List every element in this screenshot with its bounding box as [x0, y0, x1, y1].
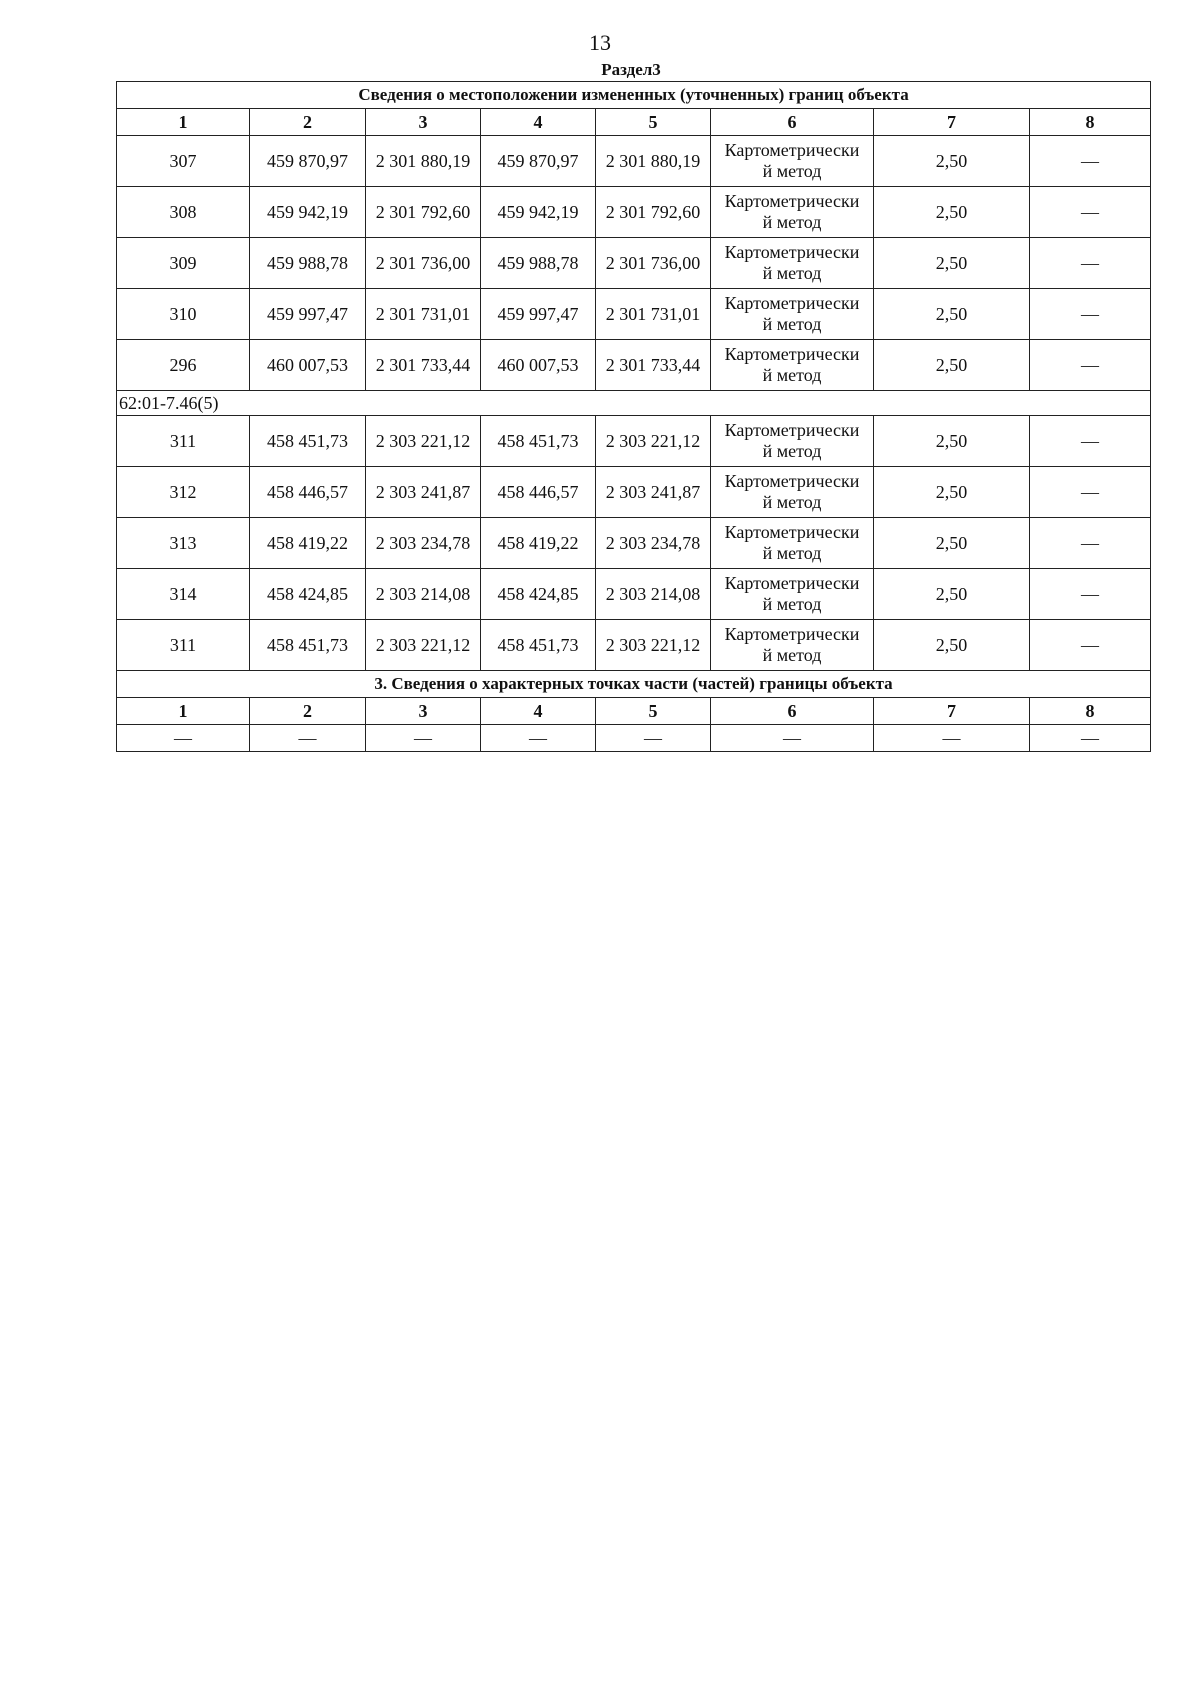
- accuracy-cell: 2,50: [874, 620, 1030, 671]
- method-cell: [711, 136, 874, 187]
- column-header: 1: [117, 698, 250, 725]
- accuracy-cell: 2,50: [874, 416, 1030, 467]
- table-row: [117, 518, 1151, 569]
- x-new-coordinate-cell: 460 007,53: [481, 340, 596, 391]
- column-header: 5: [596, 698, 711, 725]
- accuracy-cell: 2,50: [874, 187, 1030, 238]
- x-coordinate-cell: 459 942,19: [250, 187, 366, 238]
- accuracy-cell: 2,50: [874, 518, 1030, 569]
- column-header: 2: [250, 109, 366, 136]
- y-coordinate-cell: 2 303 221,12: [366, 620, 481, 671]
- y-new-coordinate-cell: 2 301 736,00: [596, 238, 711, 289]
- column-header: 8: [1030, 109, 1151, 136]
- table-row: [117, 289, 1151, 340]
- column-header: 3: [366, 698, 481, 725]
- accuracy-cell: 2,50: [874, 467, 1030, 518]
- method-line-2: й метод: [762, 314, 822, 334]
- point-number-cell: 307: [117, 136, 250, 187]
- x-new-coordinate-cell: 459 870,97: [481, 136, 596, 187]
- y-coordinate-cell: 2 303 234,78: [366, 518, 481, 569]
- y-coordinate-cell: 2 301 880,19: [366, 136, 481, 187]
- method-cell: [711, 467, 874, 518]
- accuracy-cell: 2,50: [874, 136, 1030, 187]
- point-number-cell: 296: [117, 340, 250, 391]
- method-cell: [711, 238, 874, 289]
- empty-cell: —: [596, 725, 711, 752]
- column-header: 2: [250, 698, 366, 725]
- table-header-row: [117, 109, 1151, 136]
- column-header: 4: [481, 109, 596, 136]
- empty-cell: —: [117, 725, 250, 752]
- y-coordinate-cell: 2 303 214,08: [366, 569, 481, 620]
- table-row: [117, 569, 1151, 620]
- x-coordinate-cell: 458 446,57: [250, 467, 366, 518]
- table-row: [117, 467, 1151, 518]
- y-new-coordinate-cell: 2 303 221,12: [596, 416, 711, 467]
- column-header: 7: [874, 109, 1030, 136]
- method-line-1: Картометрически: [724, 573, 860, 593]
- column-header: 1: [117, 109, 250, 136]
- empty-cell: —: [874, 725, 1030, 752]
- method-line-2: й метод: [762, 161, 822, 181]
- y-new-coordinate-cell: 2 301 792,60: [596, 187, 711, 238]
- section-title: 3. Сведения о характерных точках части (частей) границы объекта: [117, 671, 1151, 698]
- x-coordinate-cell: 458 451,73: [250, 620, 366, 671]
- empty-cell: —: [366, 725, 481, 752]
- note-cell: —: [1030, 187, 1151, 238]
- column-header: 3: [366, 109, 481, 136]
- note-cell: —: [1030, 289, 1151, 340]
- method-cell: [711, 620, 874, 671]
- table-title: Сведения о местоположении измененных (уточненных) границ объекта: [117, 82, 1151, 109]
- x-new-coordinate-cell: 458 446,57: [481, 467, 596, 518]
- table-row: [117, 187, 1151, 238]
- x-new-coordinate-cell: 459 988,78: [481, 238, 596, 289]
- y-coordinate-cell: 2 301 731,01: [366, 289, 481, 340]
- table-title-row: [117, 82, 1151, 109]
- accuracy-cell: 2,50: [874, 289, 1030, 340]
- y-coordinate-cell: 2 303 221,12: [366, 416, 481, 467]
- x-coordinate-cell: 459 870,97: [250, 136, 366, 187]
- method-line-2: й метод: [762, 263, 822, 283]
- accuracy-cell: 2,50: [874, 340, 1030, 391]
- column-header: 7: [874, 698, 1030, 725]
- point-number-cell: 309: [117, 238, 250, 289]
- method-cell: [711, 340, 874, 391]
- column-header: 8: [1030, 698, 1151, 725]
- method-cell: [711, 569, 874, 620]
- x-new-coordinate-cell: 459 997,47: [481, 289, 596, 340]
- group-label: 62:01-7.46(5): [117, 391, 1151, 416]
- note-cell: —: [1030, 238, 1151, 289]
- x-coordinate-cell: 459 997,47: [250, 289, 366, 340]
- method-line-2: й метод: [762, 365, 822, 385]
- method-line-1: Картометрически: [724, 471, 860, 491]
- method-line-2: й метод: [762, 543, 822, 563]
- y-new-coordinate-cell: 2 303 214,08: [596, 569, 711, 620]
- point-number-cell: 311: [117, 620, 250, 671]
- page-number: 13: [589, 30, 611, 55]
- method-line-2: й метод: [762, 212, 822, 232]
- x-new-coordinate-cell: 458 424,85: [481, 569, 596, 620]
- table-row: [117, 340, 1151, 391]
- x-new-coordinate-cell: 458 451,73: [481, 620, 596, 671]
- note-cell: —: [1030, 518, 1151, 569]
- y-new-coordinate-cell: 2 301 880,19: [596, 136, 711, 187]
- x-coordinate-cell: 459 988,78: [250, 238, 366, 289]
- method-line-1: Картометрически: [724, 191, 860, 211]
- table-header-row: [117, 698, 1151, 725]
- accuracy-cell: 2,50: [874, 238, 1030, 289]
- column-header: 5: [596, 109, 711, 136]
- point-number-cell: 313: [117, 518, 250, 569]
- method-line-1: Картометрически: [724, 344, 860, 364]
- note-cell: —: [1030, 569, 1151, 620]
- section-title-row: [117, 671, 1151, 698]
- x-new-coordinate-cell: 458 419,22: [481, 518, 596, 569]
- y-new-coordinate-cell: 2 301 733,44: [596, 340, 711, 391]
- column-header: 4: [481, 698, 596, 725]
- note-cell: —: [1030, 136, 1151, 187]
- y-coordinate-cell: 2 301 733,44: [366, 340, 481, 391]
- y-new-coordinate-cell: 2 301 731,01: [596, 289, 711, 340]
- y-new-coordinate-cell: 2 303 234,78: [596, 518, 711, 569]
- method-line-1: Картометрически: [724, 522, 860, 542]
- table-row: [117, 136, 1151, 187]
- table-row: [117, 238, 1151, 289]
- note-cell: —: [1030, 620, 1151, 671]
- method-cell: [711, 187, 874, 238]
- y-coordinate-cell: 2 303 241,87: [366, 467, 481, 518]
- method-line-2: й метод: [762, 594, 822, 614]
- y-new-coordinate-cell: 2 303 241,87: [596, 467, 711, 518]
- method-line-1: Картометрически: [724, 242, 860, 262]
- boundary-table: [116, 81, 1151, 752]
- empty-cell: —: [1030, 725, 1151, 752]
- method-line-2: й метод: [762, 441, 822, 461]
- column-header: 6: [711, 698, 874, 725]
- empty-cell: —: [711, 725, 874, 752]
- table-row: [117, 416, 1151, 467]
- method-line-2: й метод: [762, 492, 822, 512]
- section-label: Раздел3: [601, 60, 661, 79]
- point-number-cell: 310: [117, 289, 250, 340]
- y-coordinate-cell: 2 301 792,60: [366, 187, 481, 238]
- method-line-1: Картометрически: [724, 624, 860, 644]
- note-cell: —: [1030, 416, 1151, 467]
- method-line-1: Картометрически: [724, 293, 860, 313]
- x-coordinate-cell: 458 424,85: [250, 569, 366, 620]
- point-number-cell: 311: [117, 416, 250, 467]
- group-row: [117, 391, 1151, 416]
- x-new-coordinate-cell: 459 942,19: [481, 187, 596, 238]
- accuracy-cell: 2,50: [874, 569, 1030, 620]
- point-number-cell: 308: [117, 187, 250, 238]
- method-cell: [711, 416, 874, 467]
- note-cell: —: [1030, 340, 1151, 391]
- point-number-cell: 314: [117, 569, 250, 620]
- empty-cell: —: [250, 725, 366, 752]
- note-cell: —: [1030, 467, 1151, 518]
- x-new-coordinate-cell: 458 451,73: [481, 416, 596, 467]
- method-line-1: Картометрически: [724, 140, 860, 160]
- point-number-cell: 312: [117, 467, 250, 518]
- table-row: [117, 725, 1151, 752]
- y-coordinate-cell: 2 301 736,00: [366, 238, 481, 289]
- method-line-2: й метод: [762, 645, 822, 665]
- method-cell: [711, 289, 874, 340]
- y-new-coordinate-cell: 2 303 221,12: [596, 620, 711, 671]
- method-cell: [711, 518, 874, 569]
- method-line-1: Картометрически: [724, 420, 860, 440]
- x-coordinate-cell: 458 451,73: [250, 416, 366, 467]
- x-coordinate-cell: 460 007,53: [250, 340, 366, 391]
- column-header: 6: [711, 109, 874, 136]
- empty-cell: —: [481, 725, 596, 752]
- table-body: [117, 82, 1151, 752]
- x-coordinate-cell: 458 419,22: [250, 518, 366, 569]
- table-row: [117, 620, 1151, 671]
